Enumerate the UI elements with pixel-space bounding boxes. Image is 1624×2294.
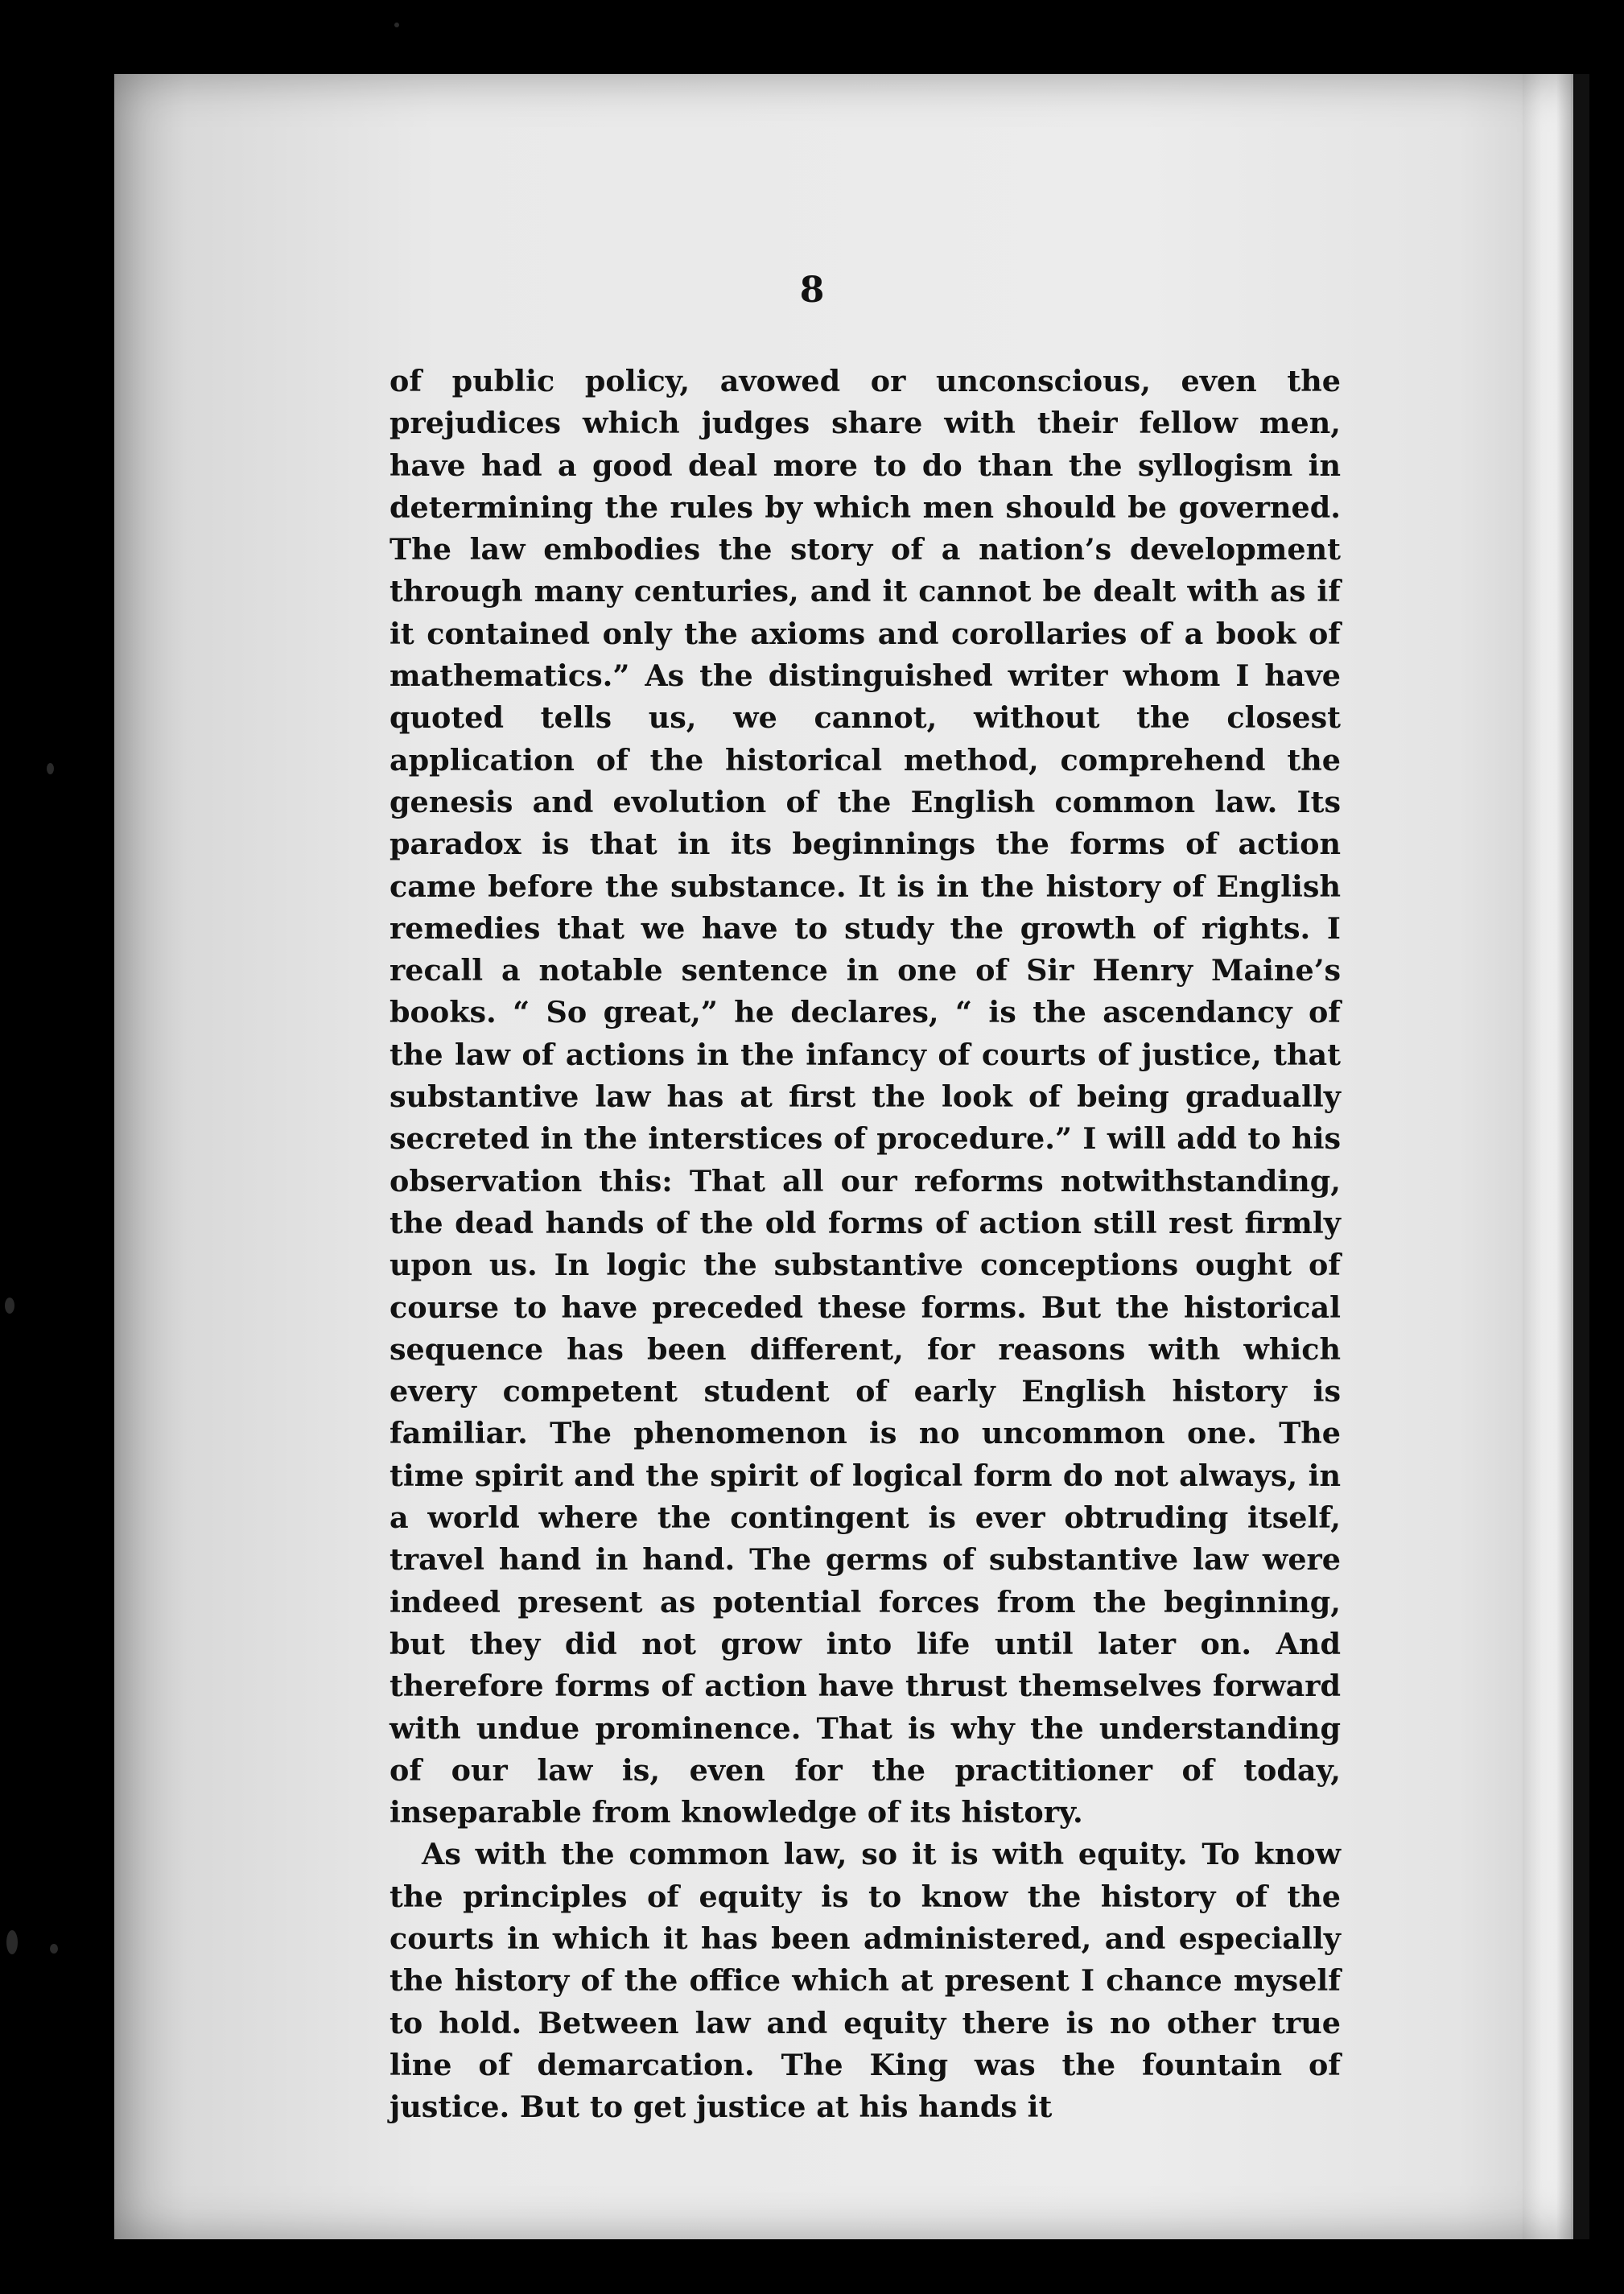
scan-speck (5, 1298, 14, 1314)
paragraph-2: As with the common law, so it is with equity. To know the principles of equity is to know the history of the courts in which it has been administered, and especially the history of the office which at present I chance myself to hold. Between law and equity there is no other true line of demarcation. The King was the fountain of justice. But to get justice at his hands it (390, 1837, 1341, 2125)
paragraph-1: of public policy, avowed or unconscious, even the prejudices which judges share with their fellow men, have had a good deal more to do than the syllogism in determining the rules by which men should be governed. The law embodies the story of a nation’s development through many centuries, and it cannot be dealt with as if it contained only the axioms and corollaries of a book of mathematics.” As the distinguished writer whom I have quoted tells us, we cannot, without the closest application of the historical method, comprehend the genesis and evolution of the English common law. Its paradox is that in its beginnings the forms of action came before the substance. It is in the history of English remedies that we have to study the growth of rights. I recall a notable sentence in one of Sir Henry Maine’s books. “ So great,” he declares, “ is the ascendancy of the law of actions in the infancy of courts of justice, that substantive law has at first the look of being gradually secreted in the interstices of procedure.” I will add to his observation this: That all our reforms notwithstanding, the dead hands of the old forms of action still rest firmly upon us. In logic the substantive conceptions ought of course to have preceded these forms. But the historical sequence has been different, for reasons with which every competent student of early English history is familiar. The phenomenon is no uncommon one. The time spirit and the spirit of logical form do not always, in a world where the contingent is ever obtruding itself, travel hand in hand. The germs of substantive law were indeed present as potential forces from the beginning, but they did not grow into life until later on. And therefore forms of action have thrust themselves forward with undue prominence. That is why the understanding of our law is, even for the practitioner of today, inseparable from knowledge of its history. (390, 364, 1341, 1830)
body-text (390, 361, 1341, 2128)
page-right-edge (1573, 74, 1589, 2239)
page-number: 8 (799, 270, 825, 311)
scan-speck (47, 763, 54, 774)
scan-speck (50, 1944, 58, 1954)
scan-speck (394, 23, 399, 27)
scan-speck (6, 1930, 18, 1954)
page-gutter (1523, 74, 1571, 2239)
